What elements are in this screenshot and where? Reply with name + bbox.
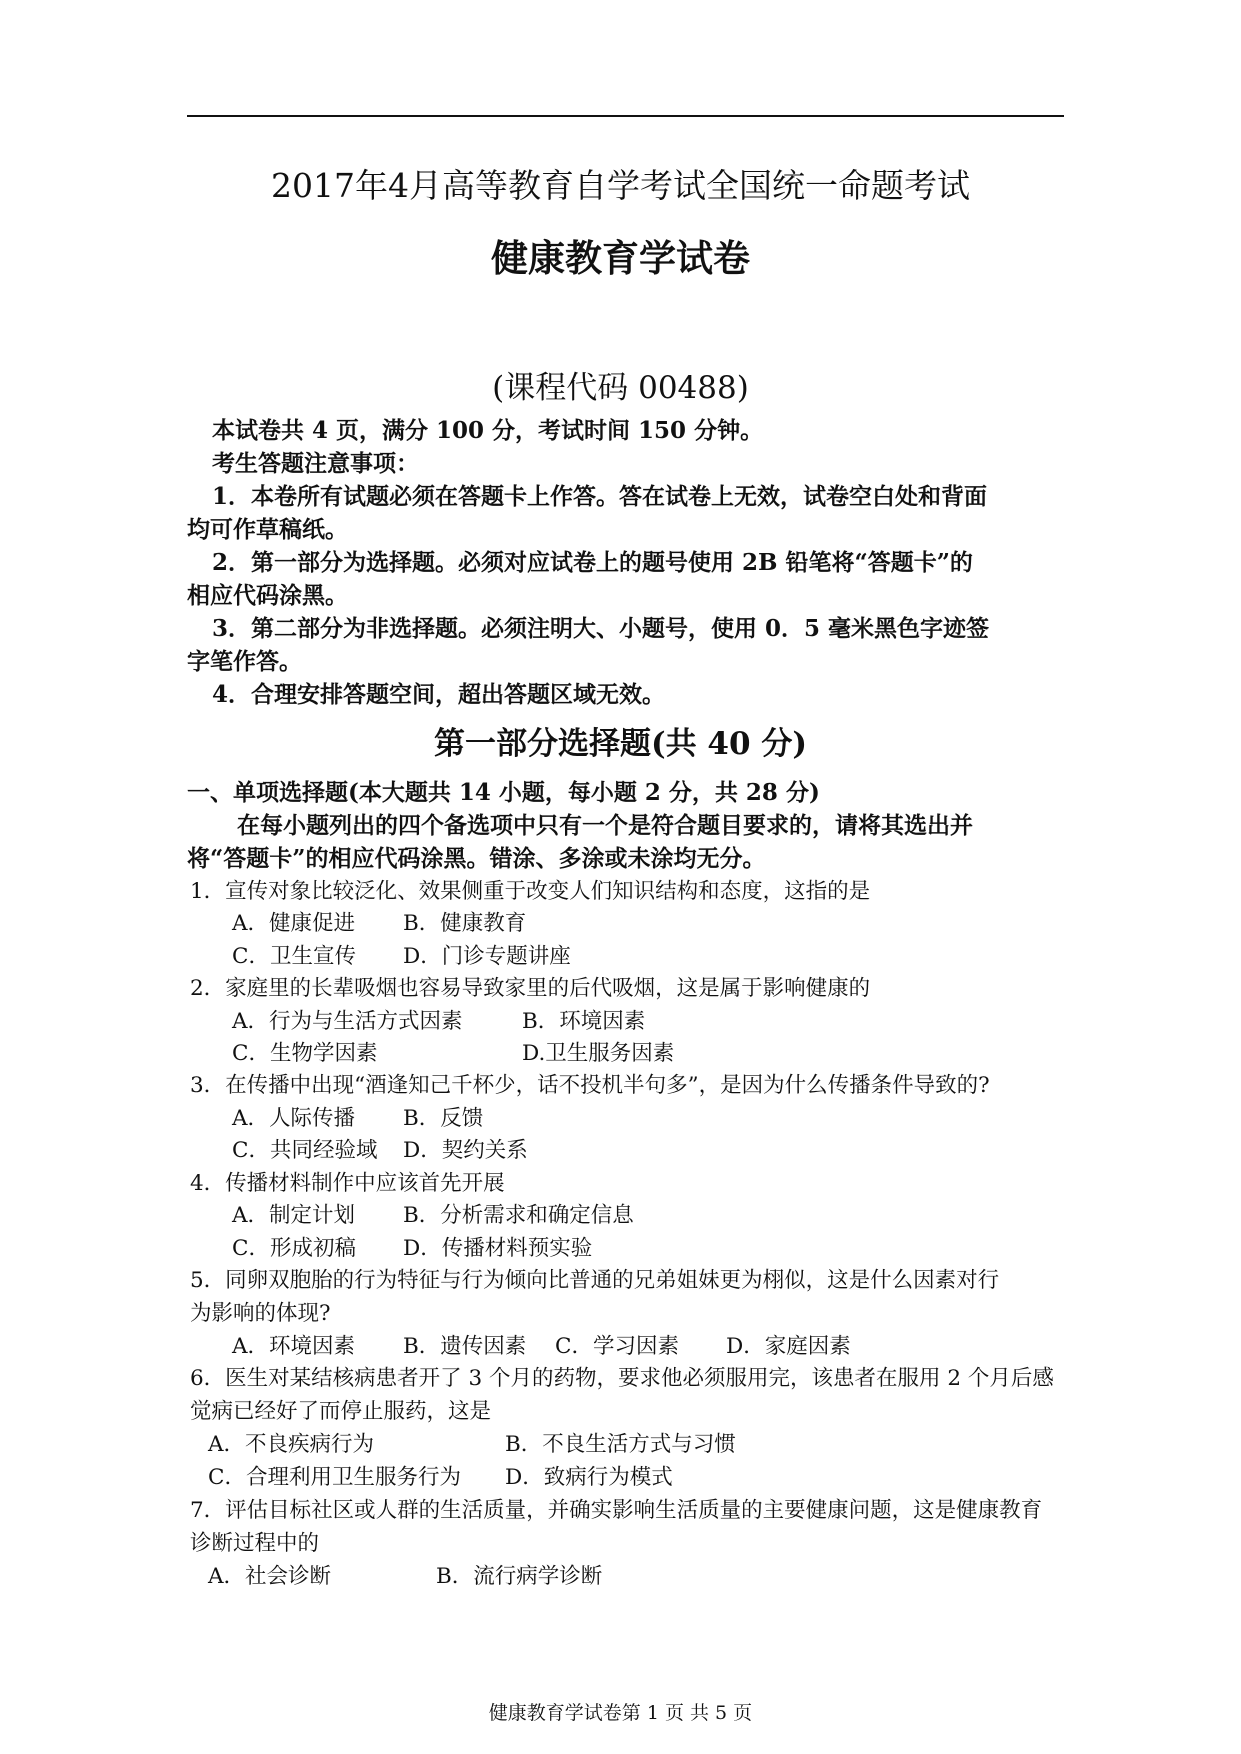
question-3-stem: 3．在传播中出现“酒逢知己千杯少，话不投机半句多”，是因为什么传播条件导致的? — [190, 1073, 990, 1098]
question-5-stem-line-1: 5．同卵双胞胎的行为特征与行为倾向比普通的兄弟姐妹更为栩似，这是什么因素对行 — [190, 1268, 1000, 1293]
question-2-option-d: D.卫生服务因素 — [522, 1041, 675, 1066]
paper-title: 健康教育学试卷 — [491, 236, 750, 280]
note-1-line-2: 均可作草稿纸。 — [187, 516, 348, 543]
section-instructions-line-2: 将“答题卡”的相应代码涂黑。错涂、多涂或未涂均无分。 — [187, 845, 766, 872]
question-7-option-b: B．流行病学诊断 — [436, 1564, 603, 1589]
exam-title: 2017年4月高等教育自学考试全国统一命题考试 — [271, 166, 970, 205]
question-7-stem-line-1: 7．评估目标社区或人群的生活质量，并确实影响生活质量的主要健康问题，这是健康教育 — [190, 1498, 1043, 1523]
question-4-option-a: A．制定计划 — [232, 1203, 356, 1228]
question-4-stem: 4．传播材料制作中应该首先开展 — [190, 1171, 505, 1196]
question-7-option-a: A．社会诊断 — [208, 1564, 332, 1589]
question-1-option-c: C．卫生宣传 — [232, 944, 356, 969]
question-6-option-a: A．不良疾病行为 — [208, 1432, 375, 1457]
question-4-option-d: D．传播材料预实验 — [403, 1236, 593, 1261]
part1-title: 第一部分选择题(共 40 分) — [433, 726, 808, 762]
section-heading: 一、单项选择题(本大题共 14 小题，每小题 2 分，共 28 分) — [187, 779, 820, 806]
section-instructions-line-1: 在每小题列出的四个备选项中只有一个是符合题目要求的，请将其选出并 — [237, 812, 973, 839]
question-1-option-a: A．健康促进 — [232, 911, 356, 936]
question-2-option-a: A．行为与生活方式因素 — [232, 1009, 463, 1034]
question-3-option-b: B．反馈 — [403, 1106, 484, 1131]
question-5-option-c: C．学习因素 — [555, 1334, 679, 1359]
note-3-line-2: 字笔作答。 — [187, 648, 302, 675]
note-2-line-1: 2．第一部分为选择题。必须对应试卷上的题号使用 2B 铅笔将“答题卡”的 — [212, 549, 973, 576]
question-6-option-c: C．合理利用卫生服务行为 — [208, 1465, 461, 1490]
page-footer: 健康教育学试卷第 1 页 共 5 页 — [488, 1702, 753, 1724]
exam-summary: 本试卷共 4 页，满分 100 分，考试时间 150 分钟。 — [212, 417, 764, 444]
question-2-option-b: B．环境因素 — [522, 1009, 646, 1034]
question-5-option-a: A．环境因素 — [232, 1334, 356, 1359]
note-4: 4．合理安排答题空间，超出答题区域无效。 — [212, 681, 666, 708]
header-rule — [187, 115, 1064, 117]
question-5-option-d: D．家庭因素 — [726, 1334, 851, 1359]
question-6-stem-line-2: 觉病已经好了而停止服药，这是 — [190, 1399, 492, 1424]
question-3-option-a: A．人际传播 — [232, 1106, 356, 1131]
note-2-line-2: 相应代码涂黑。 — [187, 582, 348, 609]
question-5-stem-line-2: 为影响的体现? — [190, 1301, 331, 1326]
course-code: (课程代码 00488) — [492, 370, 749, 406]
question-1-option-d: D．门诊专题讲座 — [403, 944, 571, 969]
question-7-stem-line-2: 诊断过程中的 — [190, 1531, 320, 1556]
question-1-option-b: B．健康教育 — [403, 911, 527, 936]
question-6-option-d: D．致病行为模式 — [505, 1465, 673, 1490]
question-6-stem-line-1: 6．医生对某结核病患者开了 3 个月的药物，要求他必须服用完，该患者在服用 2 个月后感 — [190, 1366, 1054, 1391]
question-2-option-c: C．生物学因素 — [232, 1041, 378, 1066]
question-3-option-d: D．契约关系 — [403, 1138, 528, 1163]
question-6-option-b: B．不良生活方式与习惯 — [505, 1432, 736, 1457]
question-4-option-c: C．形成初稿 — [232, 1236, 356, 1261]
notes-heading: 考生答题注意事项： — [212, 450, 419, 477]
question-5-option-b: B．遗传因素 — [403, 1334, 527, 1359]
question-1-stem: 1．宣传对象比较泛化、效果侧重于改变人们知识结构和态度，这指的是 — [190, 879, 871, 904]
note-1-line-1: 1．本卷所有试题必须在答题卡上作答。答在试卷上无效，试卷空白处和背面 — [212, 483, 988, 510]
question-2-stem: 2．家庭里的长辈吸烟也容易导致家里的后代吸烟，这是属于影响健康的 — [190, 976, 871, 1001]
note-3-line-1: 3．第二部分为非选择题。必须注明大、小题号，使用 0．5 毫米黑色字迹签 — [212, 615, 990, 642]
question-4-option-b: B．分析需求和确定信息 — [403, 1203, 634, 1228]
question-3-option-c: C．共同经验域 — [232, 1138, 378, 1163]
